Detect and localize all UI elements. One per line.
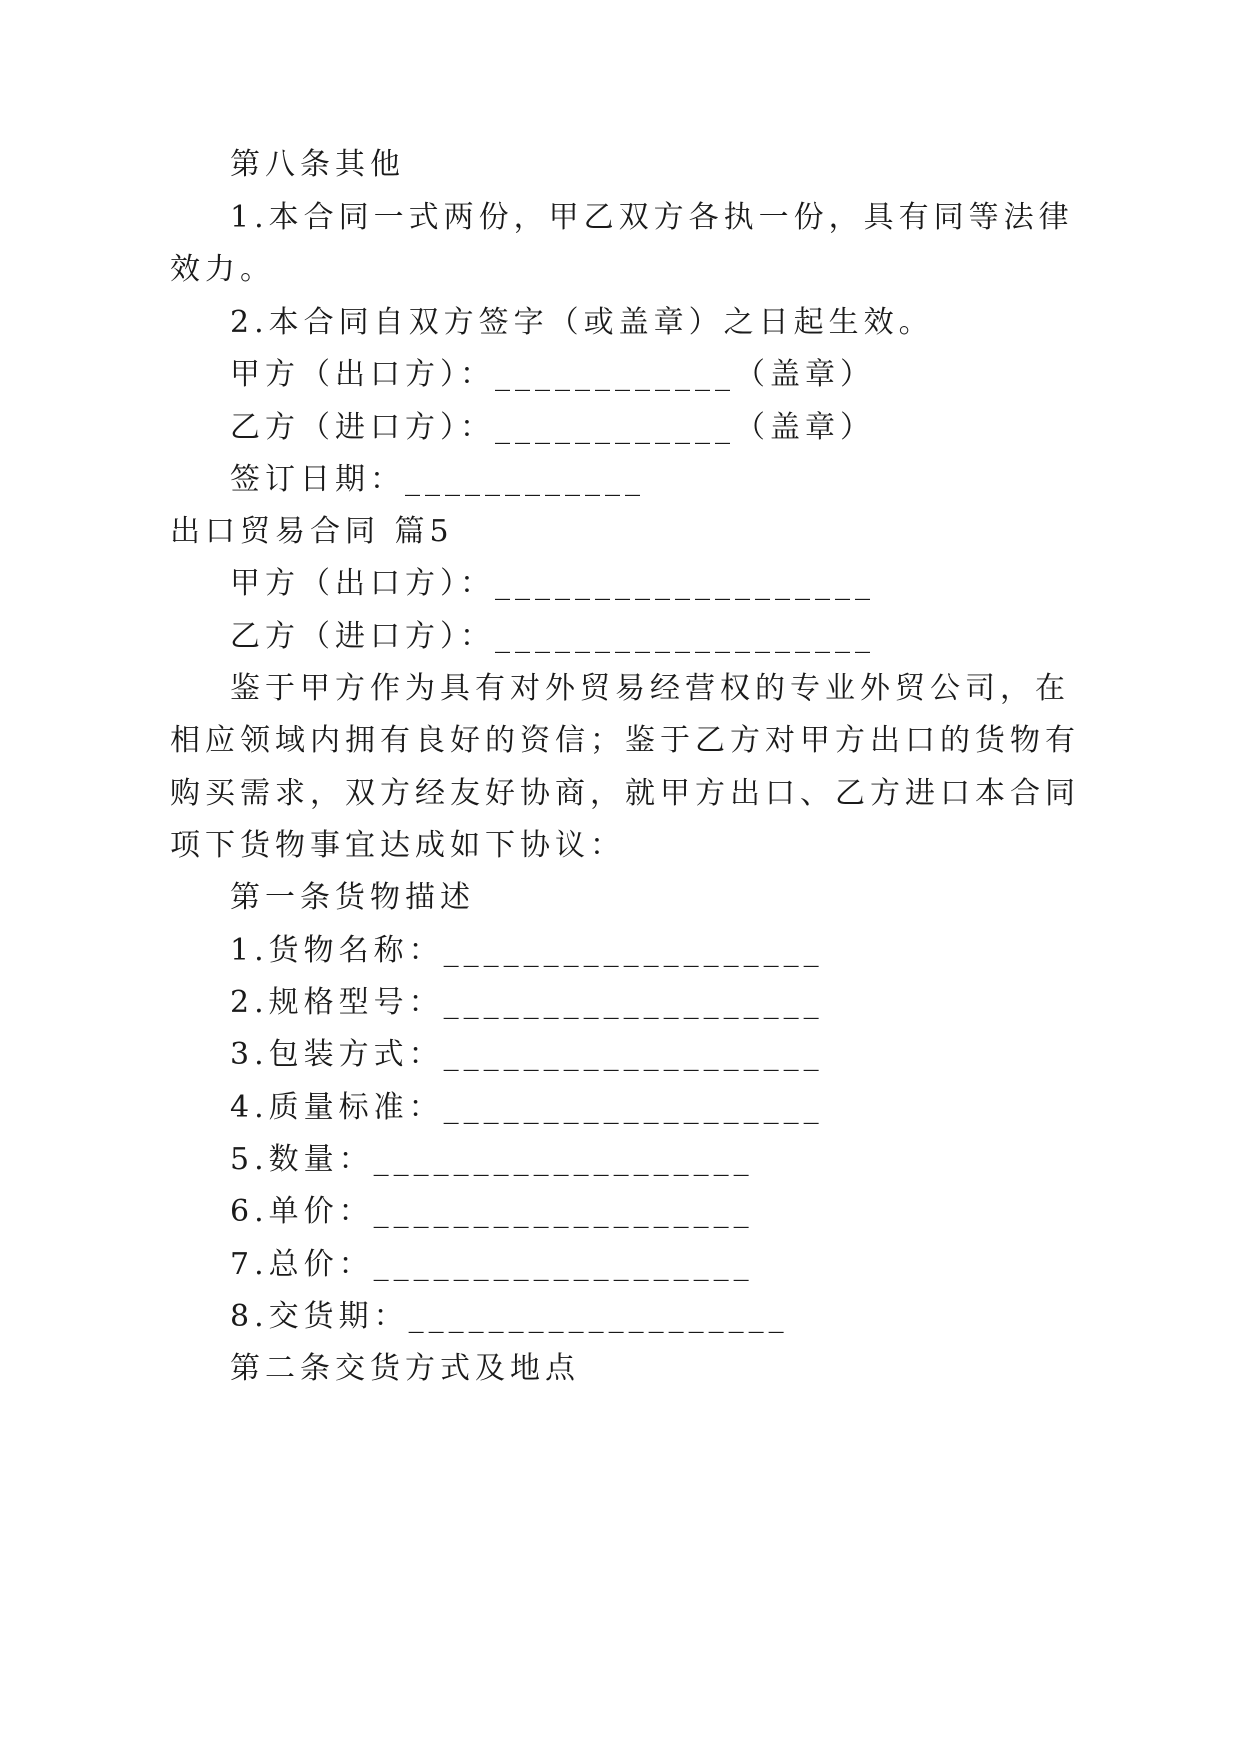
unit-price-line: 6.单价：___________________ (230, 1194, 754, 1229)
preamble-line-3: 购买需求，双方经友好协商，就甲方出口、乙方进口本合同 (170, 776, 1080, 811)
party-b-seal-line: 乙方（进口方）：____________（盖章） (230, 410, 875, 445)
quality-standard-line: 4.质量标准：___________________ (230, 1090, 824, 1125)
clause-8-1-line-1: 1.本合同一式两份，甲乙双方各执一份，具有同等法律 (230, 200, 1074, 235)
clause-8-1-line-2: 效力。 (170, 252, 275, 287)
article-2-heading: 第二条交货方式及地点 (230, 1351, 580, 1386)
signing-date-line: 签订日期：____________ (230, 462, 645, 497)
quantity-line: 5.数量：___________________ (230, 1142, 754, 1177)
clause-8-2: 2.本合同自双方签字（或盖章）之日起生效。 (230, 305, 934, 340)
delivery-date-line: 8.交货期：___________________ (230, 1299, 789, 1334)
preamble-line-2: 相应领域内拥有良好的资信；鉴于乙方对甲方出口的货物有 (170, 723, 1080, 758)
total-price-line: 7.总价：___________________ (230, 1247, 754, 1282)
party-a-seal-line: 甲方（出口方）：____________（盖章） (230, 357, 875, 392)
preamble-line-1: 鉴于甲方作为具有对外贸易经营权的专业外贸公司，在 (230, 671, 1070, 706)
article-8-heading: 第八条其他 (230, 147, 405, 182)
spec-model-line: 2.规格型号：___________________ (230, 985, 824, 1020)
party-b-line: 乙方（进口方）：___________________ (230, 619, 875, 654)
preamble-line-4: 项下货物事宜达成如下协议： (170, 828, 625, 863)
party-a-line: 甲方（出口方）：___________________ (230, 566, 875, 601)
article-1-heading: 第一条货物描述 (230, 880, 475, 915)
packing-line: 3.包装方式：___________________ (230, 1037, 824, 1072)
section-title: 出口贸易合同 篇5 (170, 514, 454, 549)
goods-name-line: 1.货物名称：___________________ (230, 933, 824, 968)
